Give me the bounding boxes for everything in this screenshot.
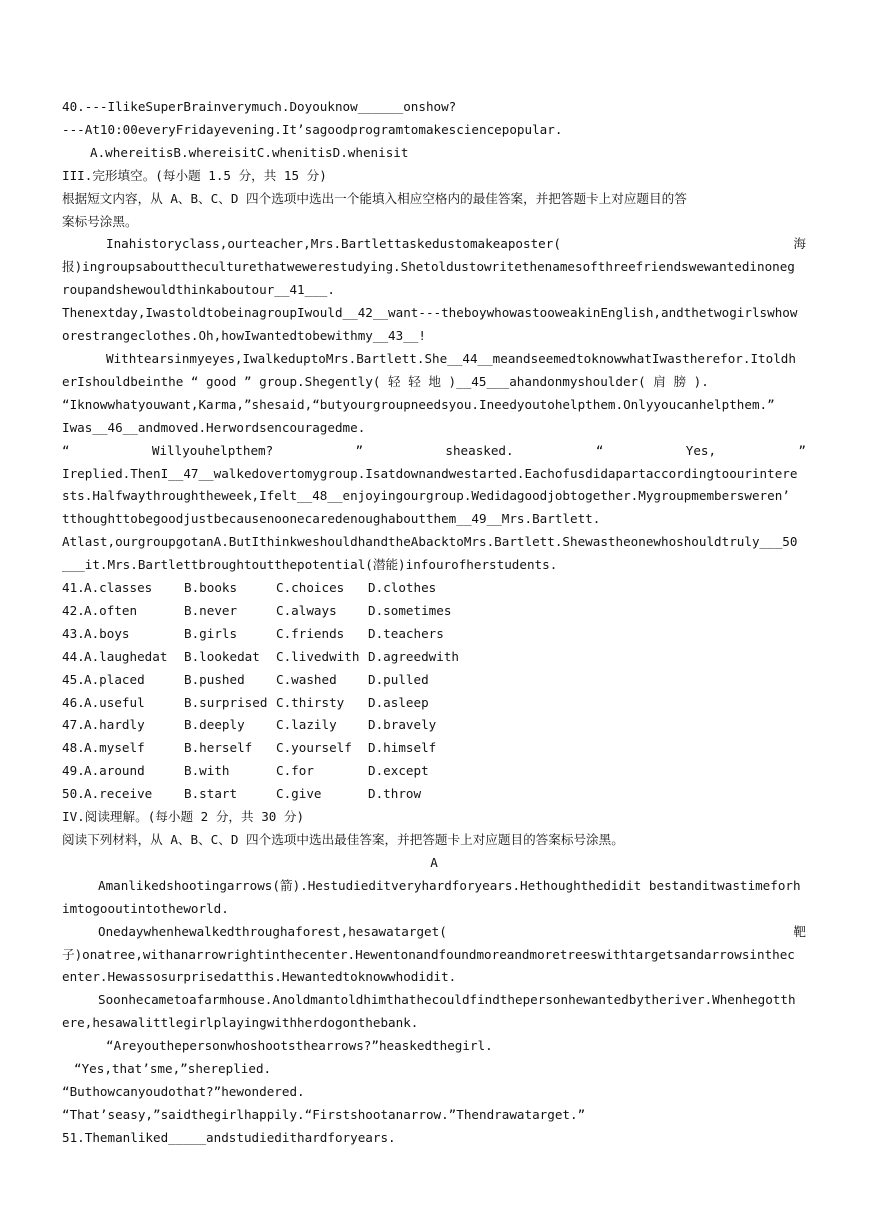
option-d: D.teachers [368, 625, 444, 641]
cloze-p4-line4: tthoughttobegoodjustbecausenoonecaredenoughaboutthem__49__Mrs.Bartlett. [62, 511, 601, 527]
quote-close: ” [355, 442, 364, 458]
option-a: A.hardly [84, 717, 145, 733]
option-b: B.herself [184, 740, 253, 756]
cloze-p5-line1: Atlast,ourgroupgotanA.ButIthinkweshouldhandtheAbacktoMrs.Bartlett.Shewastheonewhoshouldtruly___50 [62, 534, 798, 550]
option-b: B.pushed [184, 671, 245, 687]
question-row [62, 600, 806, 623]
option-c: C.for [276, 763, 314, 779]
question-number: 49. [62, 763, 85, 779]
option-b: B.with [184, 763, 230, 779]
reading-p2-line2: 子)onatree,withanarrowrightinthecenter.Hewentonandfoundmoreandmoretreeswithtargetsandarrowsinthec [62, 946, 795, 962]
cloze-p4-question: Willyouhelpthem? [151, 442, 274, 458]
reading-p1-line1: Amanlikedshootingarrows(箭).Hestudieditveryhardforyears.Hethoughthedidit bestanditwastimeforh [98, 877, 801, 893]
question-row [62, 646, 806, 669]
cloze-p2-line2: orestrangeclothes.Oh,howIwantedtobewithmy__43__! [62, 328, 426, 344]
section3-instruction-1: 根据短文内容，从 A、B、C、D 四个选项中选出一个能填入相应空格内的最佳答案，并把答题卡上对应题目的答 [62, 190, 687, 206]
cloze-p3-line1: Withtearsinmyeyes,IwalkeduptoMrs.Bartlett.She__44__meandseemedtoknowwhatIwastherefor.Itoldh [106, 350, 796, 366]
option-d: D.himself [368, 740, 437, 756]
option-c: C.choices [276, 580, 345, 596]
question-number: 47. [62, 717, 85, 733]
question-number: 50. [62, 786, 85, 802]
question-row [62, 692, 806, 715]
question-number: 48. [62, 740, 85, 756]
cloze-p1-line2: 报)ingroupsabouttheculturethatwewerestudying.Shetoldustowritethenamesofthreefriendswewantedinoneg [62, 259, 795, 275]
reading-p1-line2: imtogooutintotheworld. [62, 900, 229, 916]
question-row [62, 714, 806, 737]
option-c: C.give [276, 786, 322, 802]
option-c: C.thirsty [276, 694, 345, 710]
option-b: B.lookedat [184, 648, 260, 664]
question-number: 46. [62, 694, 85, 710]
dialogue-line-3: “Buthowcanyoudothat?”hewondered. [62, 1083, 305, 1099]
cloze-p1-left: Inahistoryclass,ourteacher,Mrs.Bartlettaskedustomakeaposter( [106, 236, 561, 252]
option-b: B.never [184, 602, 238, 618]
question-row [62, 737, 806, 760]
dialogue-line-4: “That’seasy,”saidthegirlhappily.“Firstshootanarrow.”Thendrawatarget.” [62, 1106, 586, 1122]
cloze-p2-line1: Thenextday,IwastoldtobeinagroupIwould__42__want---theboywhowastooweakinEnglish,andthetwogirlswhow [62, 305, 798, 321]
option-c: C.friends [276, 625, 345, 641]
cloze-p4-yes: Yes, [685, 442, 717, 458]
dialogue-line-2: “Yes,that’sme,”shereplied. [74, 1061, 272, 1077]
option-b: B.start [184, 786, 238, 802]
option-b: B.surprised [184, 694, 268, 710]
option-d: D.asleep [368, 694, 429, 710]
question-number: 45. [62, 671, 85, 687]
cloze-p1-line1 [62, 233, 806, 256]
reading-p2-line1 [62, 921, 806, 944]
option-c: C.livedwith [276, 648, 360, 664]
reading-p2-left: Onedaywhenhewalkedthroughaforest,hesawatarget( [98, 923, 447, 939]
option-a: A.receive [84, 786, 153, 802]
cloze-p4-line1 [62, 440, 806, 463]
dialogue-line-1: “Areyouthepersonwhoshootsthearrows?”heaskedthegirl. [106, 1038, 493, 1054]
cloze-question-list [62, 577, 806, 806]
option-a: A.placed [84, 671, 145, 687]
cloze-p5-line2: ___it.Mrs.Bartlettbroughtoutthepotential(潜能)infourofherstudents. [62, 557, 558, 573]
option-a: A.myself [84, 740, 145, 756]
option-d: D.sometimes [368, 602, 452, 618]
reading-p3-line2: ere,hesawalittlegirlplayingwithherdogonthebank. [62, 1015, 419, 1031]
cloze-p4-line3: sts.Halfwaythroughtheweek,Ifelt__48__enjoyingourgroup.Wedidagoodjobtogether.Mygroupmembersweren’ [62, 488, 790, 504]
question-number: 42. [62, 602, 85, 618]
option-a: A.often [84, 602, 138, 618]
question-number: 41. [62, 580, 85, 596]
option-d: D.except [368, 763, 429, 779]
reading-p2-right: 靶 [793, 923, 806, 939]
option-a: A.boys [84, 625, 130, 641]
cloze-p4-sheasked: sheasked. [445, 442, 514, 458]
reading-p3-line1: Soonhecametoafarmhouse.Anoldmantoldhimthathecouldfindthepersonhewantedbytheriver.Whenhegotth [98, 992, 796, 1008]
quote-open: “ [62, 442, 70, 458]
quote-close: ” [798, 442, 806, 458]
cloze-p4-line2: Ireplied.ThenI__47__walkedovertomygroup.Isatdownandwestarted.Eachofusdidapartaccordingtoourintere [62, 465, 798, 481]
option-b: B.deeply [184, 717, 245, 733]
section3-instruction-2: 案标号涂黑。 [62, 213, 138, 229]
question-row [62, 623, 806, 646]
section3-heading: III.完形填空。(每小题 1.5 分，共 15 分) [62, 167, 327, 183]
question-row [62, 577, 806, 600]
option-a: A.laughedat [84, 648, 168, 664]
question-row [62, 760, 806, 783]
option-a: A.around [84, 763, 145, 779]
cloze-p3-line2: erIshouldbeinthe “ good ” group.Shegently( 轻 轻 地 )__45___ahandonmyshoulder( 肩 膀 ). [62, 373, 709, 389]
option-b: B.books [184, 580, 238, 596]
section4-heading: IV.阅读理解。(每小题 2 分，共 30 分) [62, 809, 305, 825]
cloze-p1-right: 海 [793, 236, 806, 252]
question-number: 43. [62, 625, 85, 641]
option-d: D.clothes [368, 580, 437, 596]
quote-open: “ [595, 442, 604, 458]
option-d: D.agreedwith [368, 648, 459, 664]
exam-page [62, 96, 806, 1150]
q40-line2: ---At10:00everyFridayevening.It’sagoodprogramtomakesciencepopular. [62, 121, 563, 137]
option-c: C.lazily [276, 717, 337, 733]
question-number: 44. [62, 648, 85, 664]
option-b: B.girls [184, 625, 238, 641]
question-row [62, 669, 806, 692]
question-51: 51.Themanliked_____andstudiedithardforyears. [62, 1129, 396, 1145]
option-d: D.pulled [368, 671, 429, 687]
q40-options: A.whereitisB.whereisitC.whenitisD.whenisit [90, 144, 409, 160]
cloze-p3-line3: “Iknowwhatyouwant,Karma,”shesaid,“butyourgroupneedsyou.Ineedyoutohelpthem.Onlyyoucanhelpthem.” [62, 396, 775, 412]
option-c: C.washed [276, 671, 337, 687]
question-row [62, 783, 806, 806]
section4-instruction: 阅读下列材料，从 A、B、C、D 四个选项中选出最佳答案，并把答题卡上对应题目的答案标号涂黑。 [62, 832, 624, 847]
option-c: C.always [276, 602, 337, 618]
cloze-p3-line4: Iwas__46__andmoved.Herwordsencouragedme. [62, 419, 366, 435]
option-c: C.yourself [276, 740, 352, 756]
passage-label: A [430, 854, 438, 870]
option-d: D.bravely [368, 717, 437, 733]
reading-p2-line3: enter.Hewassosurprisedatthis.Hewantedtoknowwhodidit. [62, 969, 457, 985]
cloze-p1-line3: roupandshewouldthinkaboutour__41___. [62, 282, 335, 298]
option-a: A.classes [84, 580, 153, 596]
option-d: D.throw [368, 786, 422, 802]
q40-line1: 40.---IlikeSuperBrainverymuch.Doyouknow______onshow? [62, 99, 457, 114]
option-a: A.useful [84, 694, 145, 710]
